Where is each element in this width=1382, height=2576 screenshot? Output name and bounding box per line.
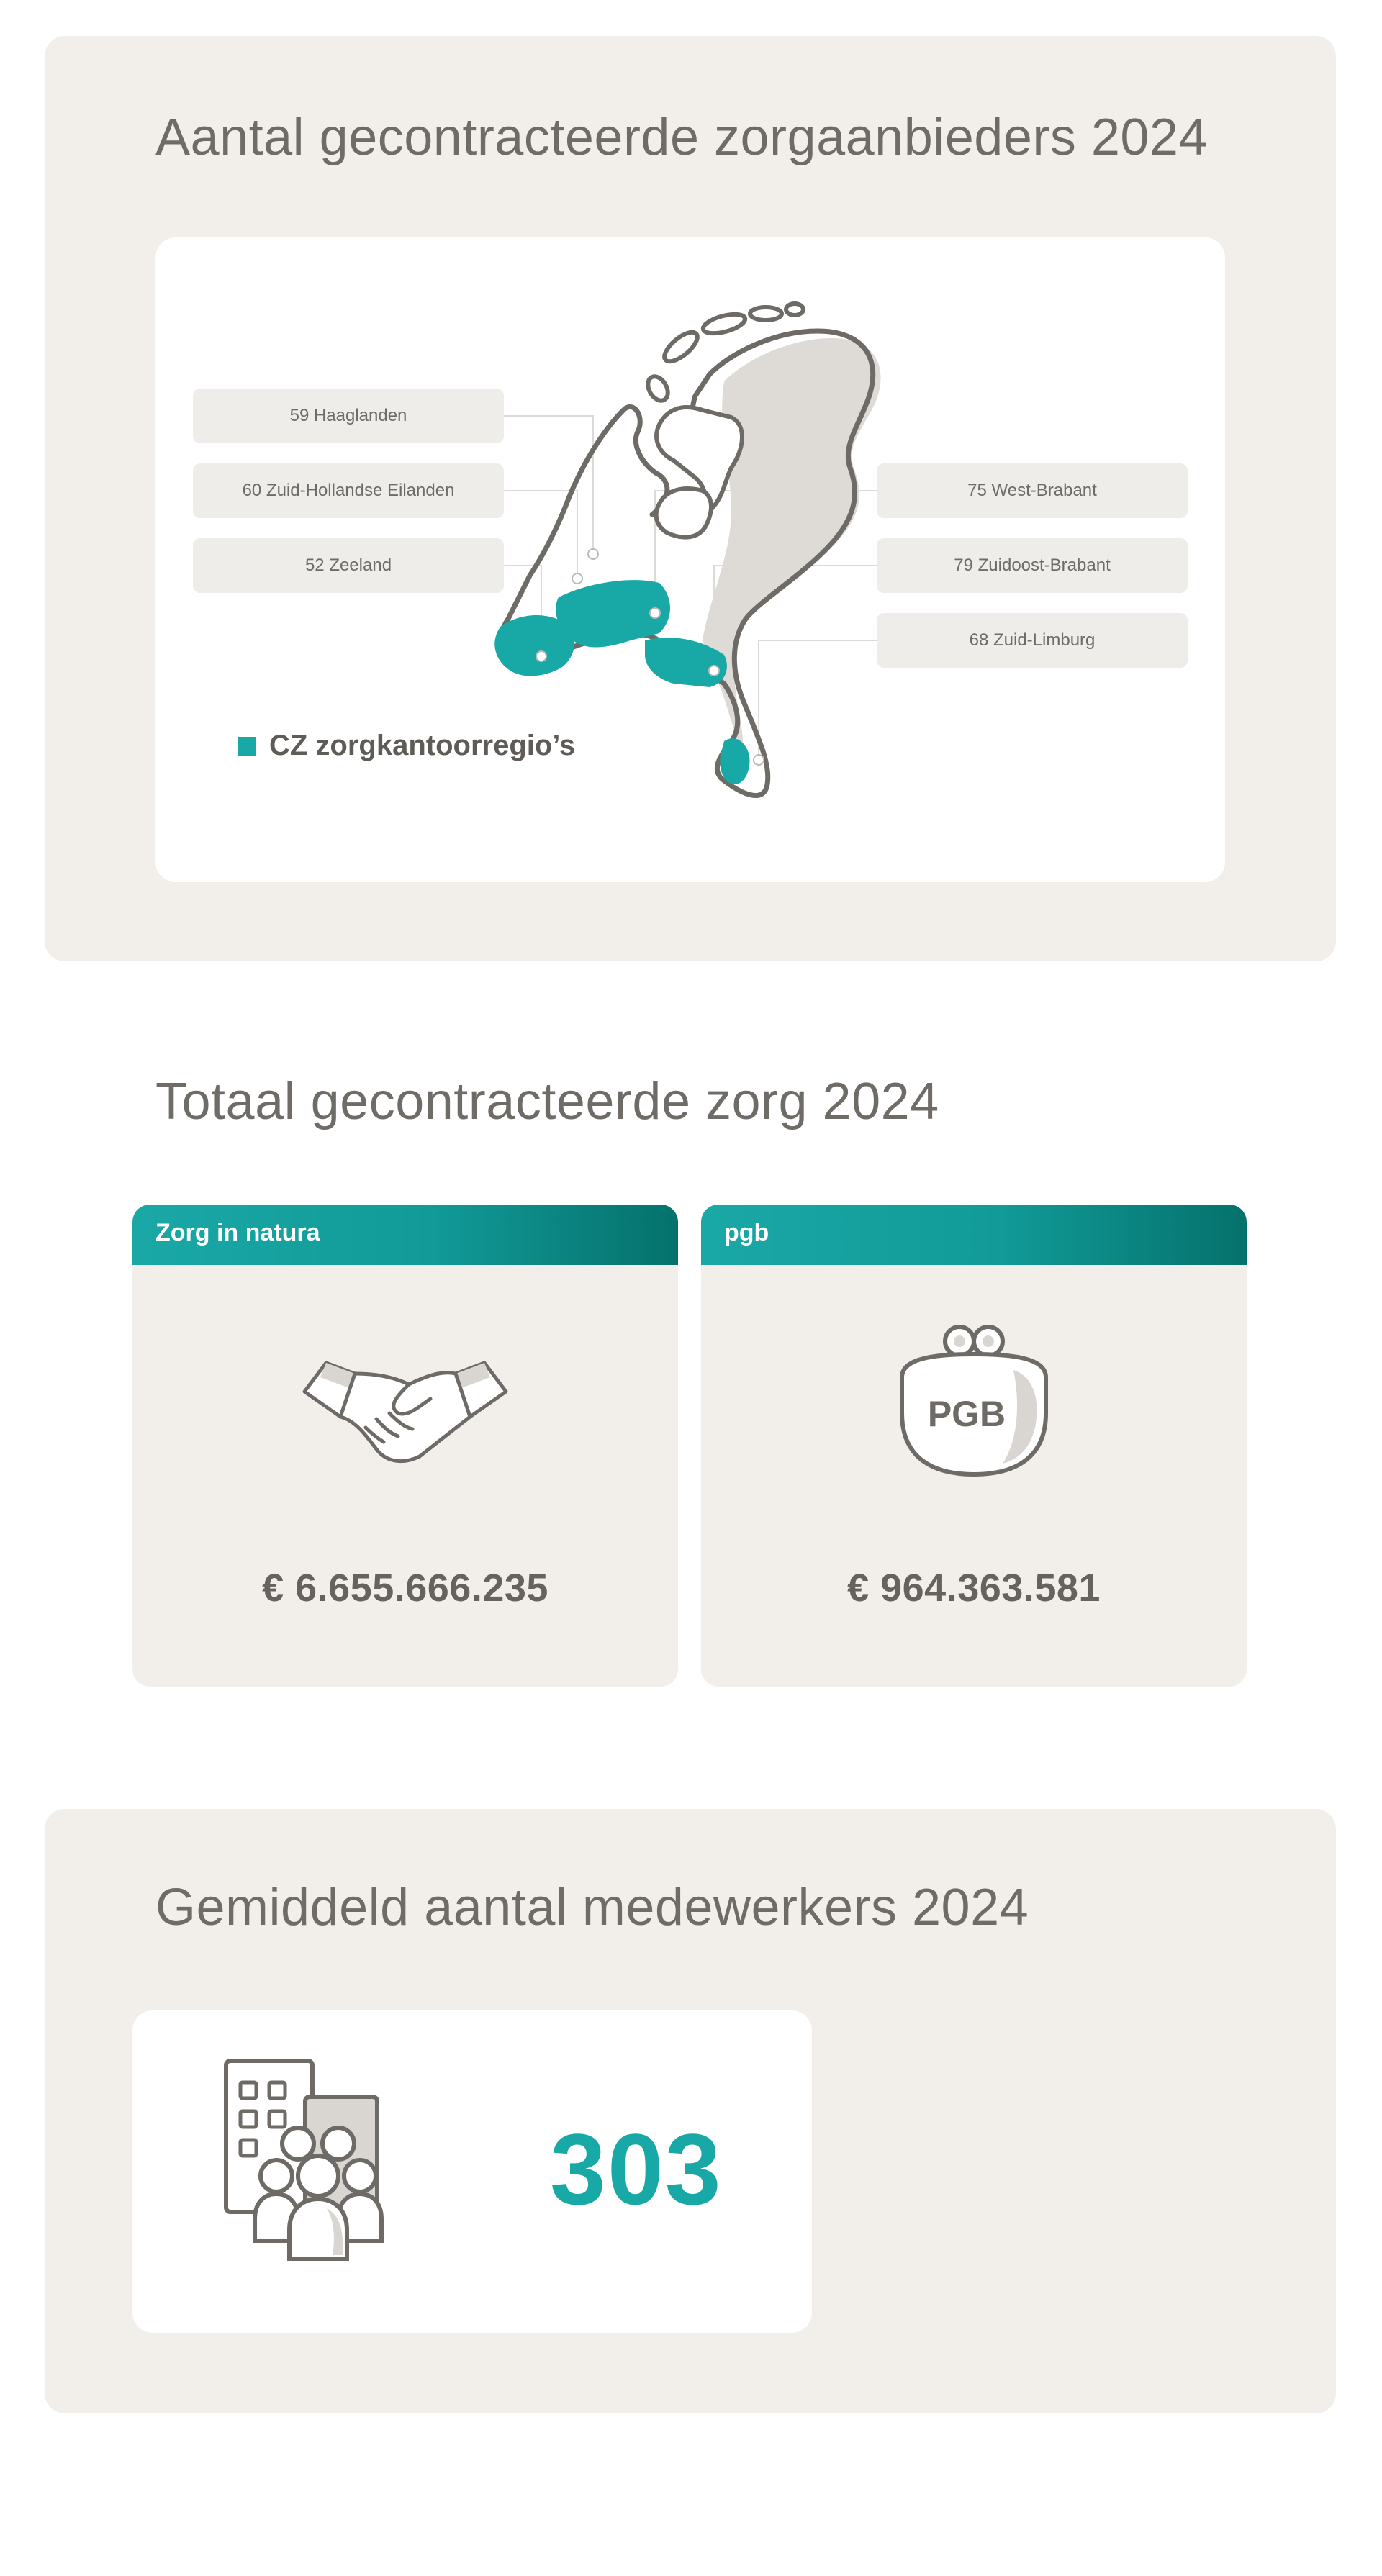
dot-zuidoost-brabant (709, 666, 719, 676)
island-5 (786, 304, 803, 315)
region-label-zuidoost-brabant: 79 Zuidoost-Brabant (877, 538, 1188, 593)
employees-count: 303 (550, 2113, 723, 2226)
region-zeeland (494, 615, 574, 676)
island-1 (644, 373, 672, 404)
map-card (155, 237, 1225, 882)
region-label-haaglanden: 59 Haaglanden (193, 389, 504, 443)
providers-title: Aantal gecontracteerde zorgaanbieders 2024 (155, 109, 1209, 166)
employees-card (132, 2010, 812, 2333)
employees-title: Gemiddeld aantal medewerkers 2024 (155, 1879, 1029, 1936)
region-label-zuid-hollandse-eilanden: 60 Zuid-Hollandse Eilanden (193, 463, 504, 518)
island-2 (660, 327, 702, 366)
care-card-pgb-amount: € 964.363.581 (847, 1566, 1101, 1610)
care-card-natura-amount: € 6.655.666.235 (262, 1566, 548, 1610)
region-label-zuid-limburg: 68 Zuid-Limburg (877, 613, 1188, 668)
region-label-west-brabant: 75 West-Brabant (877, 463, 1188, 518)
dot-haaglanden (588, 549, 598, 559)
care-card-pgb (701, 1205, 1247, 1687)
care-card-natura-title: Zorg in natura (155, 1219, 320, 1246)
legend-swatch (238, 737, 256, 756)
dot-zuid-limburg (754, 755, 764, 765)
care-title: Totaal gecontracteerde zorg 2024 (155, 1073, 939, 1130)
legend-label: CZ zorgkantoorregio’s (269, 730, 576, 761)
handshake-icon (297, 1348, 513, 1471)
region-label-zeeland: 52 Zeeland (193, 538, 504, 593)
region-limburg (720, 738, 749, 784)
flevoland-shape (656, 489, 711, 538)
care-card-natura (132, 1205, 678, 1687)
purse-icon (888, 1320, 1060, 1485)
dot-zeeland (536, 651, 546, 661)
purse-label: PGB (927, 1394, 1006, 1434)
office-people-icon (212, 2054, 413, 2269)
dot-west-brabant (650, 608, 660, 618)
island-3 (701, 311, 747, 337)
care-card-pgb-title: pgb (724, 1219, 769, 1246)
care-card-pgb-header (701, 1205, 1247, 1265)
island-4 (750, 307, 782, 320)
dot-zuid-hollandse-eilanden (572, 573, 582, 584)
